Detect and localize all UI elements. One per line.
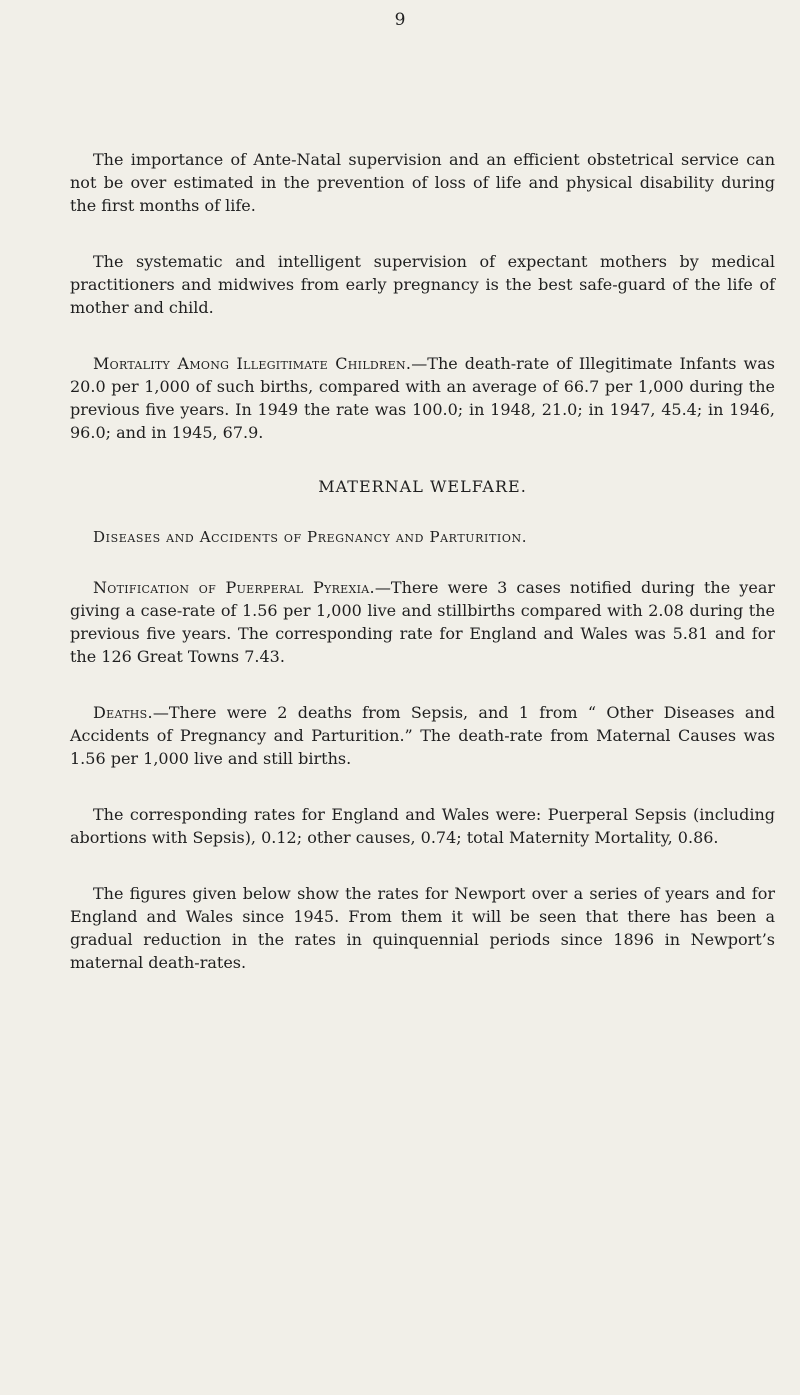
paragraph-deaths xyxy=(70,701,775,770)
deaths-heading: Deaths. xyxy=(93,703,153,722)
paragraph-newport-figures: The figures given below show the rates for Newport over a series of years and for England and Wales since 1945. From them it will be seen that there has been a gradual reduction in the rates in quinquennial periods since 1896 in Newport’s maternal death-rates. xyxy=(70,884,775,972)
paragraph-england-wales-rates: The corresponding rates for England and Wales were: Puerperal Sepsis (including abortions with Sepsis), 0.12; other causes, 0.74; total Maternity Mortality, 0.86. xyxy=(70,805,775,847)
paragraph-illegitimate-mortality xyxy=(70,352,775,444)
illegitimate-mortality-text: —The death-rate of Illegitimate Infants was 20.0 per 1,000 of such births, compared with an average of 66.7 per 1,000 during the previous five years. In 1949 the rate was 100.0; in 1948, 21.0; in 1947, 45.4; in 1946, 96.0; and in 1945, 67.9. xyxy=(70,354,775,442)
subheading-diseases-accidents: Diseases and Accidents of Pregnancy and Parturition. xyxy=(93,528,528,546)
paragraph-antenatal-importance: The importance of Ante-Natal supervision and an efficient obstetrical service can not be over estimated in the prevention of loss of life and physical disability during the first months of life. xyxy=(70,150,775,215)
page-number: 9 xyxy=(394,10,406,30)
illegitimate-mortality-heading: Mortality Among Illegitimate Children. xyxy=(93,354,412,373)
puerperal-pyrexia-text: —There were 3 cases notified during the year giving a case-rate of 1.56 per 1,000 live and stillbirths compared with 2.08 during the previous five years. The corresponding rate for England and Wales was 5.81 and for the 126 Great Towns 7.43. xyxy=(70,578,775,666)
page-body xyxy=(70,148,775,1007)
paragraph-systematic-supervision: The systematic and intelligent supervision of expectant mothers by medical practitioners and midwives from early pregnancy is the best safe-guard of the life of mother and child. xyxy=(70,252,775,317)
section-title-maternal-welfare: MATERNAL WELFARE. xyxy=(318,477,527,496)
puerperal-pyrexia-heading: Notification of Puerperal Pyrexia. xyxy=(93,578,375,597)
paragraph-puerperal-pyrexia xyxy=(70,576,775,668)
deaths-text: —There were 2 deaths from Sepsis, and 1 from “ Other Diseases and Accidents of Pregnancy and Parturition.” The death-rate from Maternal Causes was 1.56 per 1,000 live and still births. xyxy=(70,703,775,768)
